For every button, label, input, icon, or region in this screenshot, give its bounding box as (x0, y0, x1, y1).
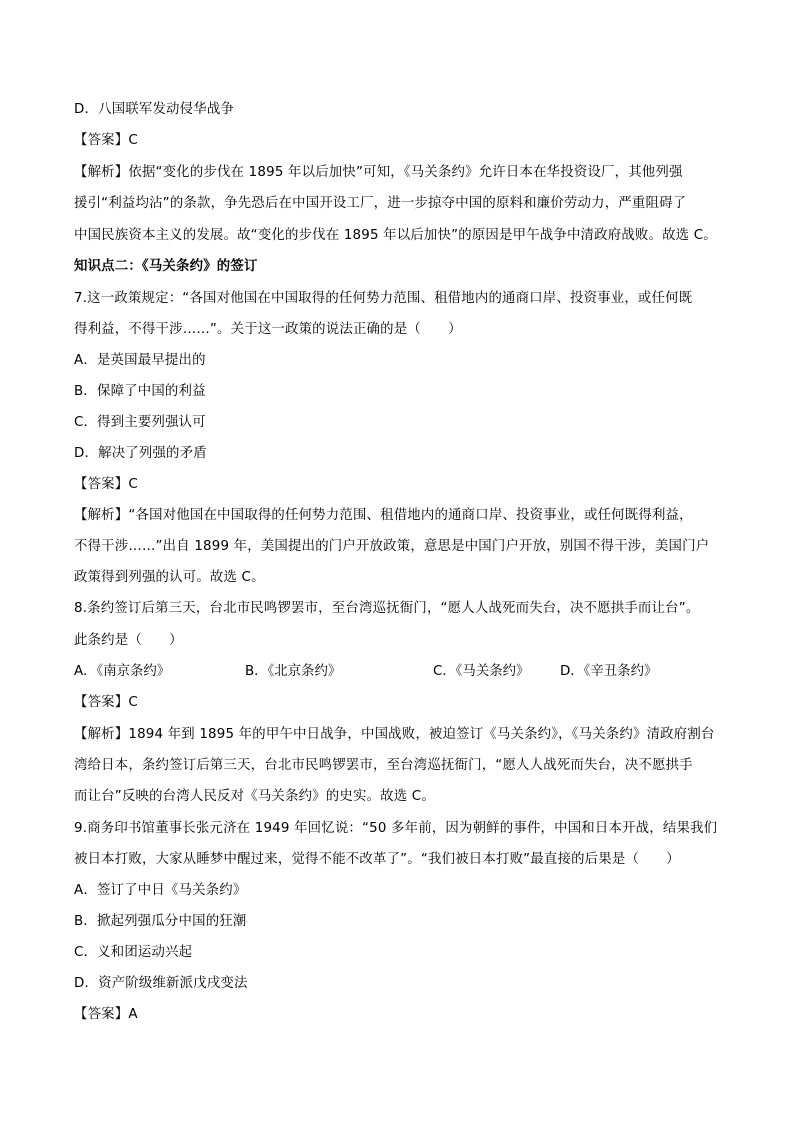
q9-option-c: C．义和团运动兴起 (74, 945, 193, 960)
q8-option-d: D．《辛丑条约》 (560, 664, 658, 679)
q6-analysis-line-3: 中国民族资本主义的发展。故“变化的步伐在 1895 年以后加快”的原因是甲午战争中清政府战败。故选 C。 (74, 228, 717, 243)
q8-analysis-line-3: 而让台”反映的台湾人民反对《马关条约》的史实。故选 C。 (74, 789, 435, 804)
q7-option-b: B．保障了中国的利益 (74, 384, 206, 399)
q7-answer: 【答案】C (74, 477, 138, 492)
q6-answer: 【答案】C (74, 133, 138, 148)
q7-stem-line-2: 得利益，不得干涉……”。关于这一政策的说法正确的是（ ） (74, 322, 462, 337)
q9-stem-line-1: 9.商务印书馆董事长张元济在 1949 年回忆说：“50 多年前，因为朝鲜的事件，中国和日本开战，结果我们 (74, 821, 718, 836)
q8-option-c: C．《马关条约》 (433, 664, 530, 679)
q6-option-d: D．八国联军发动侵华战争 (74, 102, 235, 117)
q7-stem-line-1: 7.这一政策规定：“各国对他国在中国取得的任何势力范围、租借地内的通商口岸、投资事业，或任何既 (74, 291, 693, 306)
q8-analysis-line-2: 湾给日本，条约签订后第三天，台北市民鸣锣罢市，至台湾巡抚衙门，“愿人人战死而失台，决不愿拱手 (74, 758, 693, 773)
q7-analysis-line-3: 政策得到列强的认可。故选 C。 (74, 570, 265, 585)
q8-stem-line-1: 8.条约签订后第三天，台北市民鸣锣罢市，至台湾巡抚衙门，“愿人人战死而失台，决不愿拱手而让台”。 (74, 601, 700, 616)
q7-analysis-line-1: 【解析】“各国对他国在中国取得的任何势力范围、租借地内的通商口岸、投资事业，或任何既得利益， (74, 508, 693, 523)
q9-option-a: A．签订了中日《马关条约》 (74, 883, 247, 898)
q8-answer: 【答案】C (74, 695, 138, 710)
q7-option-c: C．得到主要列强认可 (74, 415, 206, 430)
q9-option-d: D．资产阶级维新派戊戌变法 (74, 976, 248, 991)
q7-option-a: A．是英国最早提出的 (74, 353, 206, 368)
q8-stem-line-2: 此条约是（ ） (74, 633, 183, 648)
q8-option-b: B．《北京条约》 (245, 664, 342, 679)
q9-option-b: B．掀起列强瓜分中国的狂潮 (74, 914, 247, 929)
section-heading: 知识点二：《马关条约》的签订 (74, 259, 258, 274)
q7-option-d: D．解决了列强的矛盾 (74, 446, 207, 461)
q6-analysis-line-1: 【解析】依据“变化的步伐在 1895 年以后加快”可知，《马关条约》允许日本在华投资设厂，其他列强 (74, 165, 683, 180)
q8-option-a: A．《南京条约》 (74, 664, 171, 679)
q7-analysis-line-2: 不得干涉……”出自 1899 年，美国提出的门户开放政策，意思是中国门户开放，别国不得干涉，美国门户 (74, 539, 710, 554)
q9-answer: 【答案】A (74, 1007, 138, 1022)
q6-analysis-line-2: 援引“利益均沾”的条款，争先恐后在中国开设工厂，进一步掠夺中国的原料和廉价劳动力，严重阻碍了 (74, 196, 687, 211)
q9-stem-line-2: 被日本打败，大家从睡梦中醒过来，觉得不能不改革了”。“我们被日本打败”最直接的后果是（ ） (74, 852, 680, 867)
q8-analysis-line-1: 【解析】1894 年到 1895 年的甲午中日战争，中国战败，被迫签订《马关条约》，《马关条约》清政府割台 (74, 727, 715, 742)
